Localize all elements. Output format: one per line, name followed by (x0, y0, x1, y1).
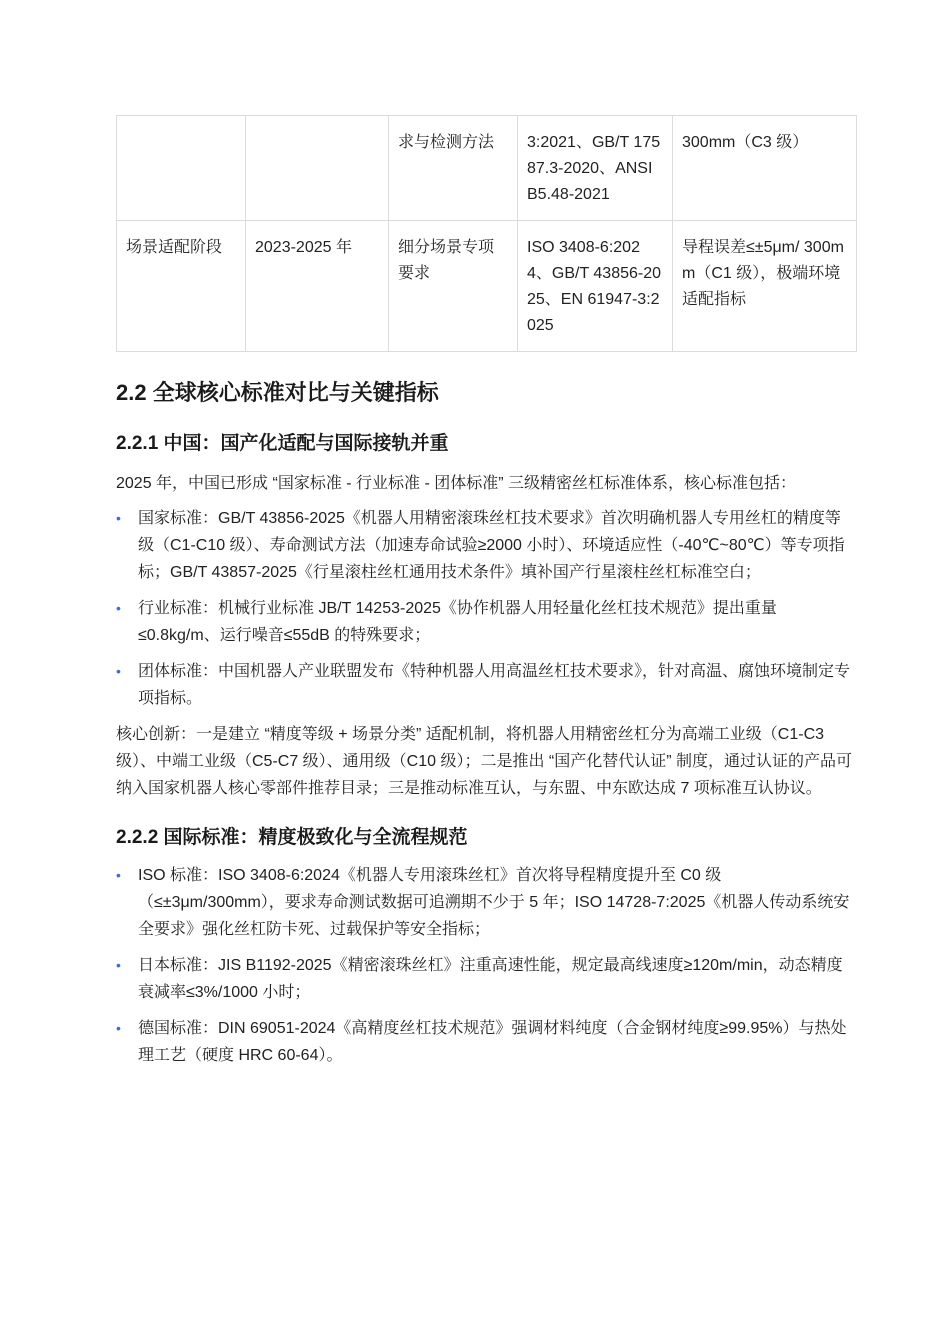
bullet-icon: • (116, 663, 121, 679)
table-cell: 求与检测方法 (389, 116, 518, 221)
table-row (117, 116, 857, 221)
document-page (116, 115, 856, 1078)
innovation-paragraph: 核心创新：一是建立 “精度等级 + 场景分类” 适配机制，将机器人用精密丝杠分为高端工业级（C1-C3 级）、中端工业级（C5-C7 级）、通用级（C10 级）；二是推出 “国产化替代认证” 制度，通过认证的产品可纳入国家机器人核心零部件推荐目录；三是推动标准互认，与东盟、中东欧达成 7 项标准互认协议。 (116, 726, 853, 797)
table-cell: 细分场景专项要求 (389, 221, 518, 352)
list-item-text: 团体标准：中国机器人产业联盟发布《特种机器人用高温丝杠技术要求》，针对高温、腐蚀环境制定专项指标。 (138, 663, 851, 707)
table-cell (117, 116, 246, 221)
table-cell: 导程误差≤±5μm/ 300mm（C1 级），极端环境适配指标 (673, 221, 857, 352)
table-cell: ISO 3408-6:2024、GB/T 43856-2025、EN 61947-3:2025 (518, 221, 673, 352)
bullet-icon: • (116, 957, 121, 973)
standards-table (116, 115, 857, 352)
table-cell: 3:2021、GB/T 17587.3-2020、ANSI B5.48-2021 (518, 116, 673, 221)
list-item-text: 德国标准：DIN 69051-2024《高精度丝杠技术规范》强调材料纯度（合金钢材纯度≥99.95%）与热处理工艺（硬度 HRC 60-64）。 (138, 1020, 847, 1064)
bullet-icon: • (116, 1020, 121, 1036)
intro-paragraph: 2025 年，中国已形成 “国家标准 - 行业标准 - 团体标准” 三级精密丝杠标准体系，核心标准包括： (116, 475, 797, 492)
list-item (116, 952, 856, 1006)
table-cell: 300mm（C3 级） (673, 116, 857, 221)
list-item (116, 1015, 856, 1069)
table-row (117, 221, 857, 352)
table-cell: 场景适配阶段 (117, 221, 246, 352)
section-heading-2-2-2: 2.2.2 国际标准：精度极致化与全流程规范 (116, 827, 468, 848)
international-standards-list (116, 862, 856, 1069)
bullet-icon: • (116, 600, 121, 616)
bullet-icon: • (116, 510, 121, 526)
list-item (116, 505, 856, 586)
table-cell: 2023-2025 年 (246, 221, 389, 352)
section-heading-2-2: 2.2 全球核心标准对比与关键指标 (116, 380, 439, 405)
list-item-text: ISO 标准：ISO 3408-6:2024《机器人专用滚珠丝杠》首次将导程精度提升至 C0 级（≤±3μm/300mm），要求寿命测试数据可追溯期不少于 5 年；ISO 14728-7:2025《机器人传动系统安全要求》强化丝杠防卡死、过载保护等安全指标； (138, 867, 850, 938)
list-item-text: 日本标准：JIS B1192-2025《精密滚珠丝杠》注重高速性能，规定最高线速度≥120m/min，动态精度衰减率≤3%/1000 小时； (138, 957, 843, 1001)
table-cell (246, 116, 389, 221)
list-item (116, 658, 856, 712)
list-item-text: 行业标准：机械行业标准 JB/T 14253-2025《协作机器人用轻量化丝杠技术规范》提出重量≤0.8kg/m、运行噪音≤55dB 的特殊要求； (138, 600, 777, 644)
list-item-text: 国家标准：GB/T 43856-2025《机器人用精密滚珠丝杠技术要求》首次明确机器人专用丝杠的精度等级（C1-C10 级）、寿命测试方法（加速寿命试验≥2000 小时）、环境适应性（-40℃~80℃）等专项指标；GB/T 43857-2025《行星滚柱丝杠通用技术条件》填补国产行星滚柱丝杠标准空白； (138, 510, 845, 581)
china-standards-list (116, 505, 856, 712)
section-heading-2-2-1: 2.2.1 中国：国产化适配与国际接轨并重 (116, 433, 449, 454)
list-item (116, 862, 856, 943)
bullet-icon: • (116, 867, 121, 883)
list-item (116, 595, 856, 649)
